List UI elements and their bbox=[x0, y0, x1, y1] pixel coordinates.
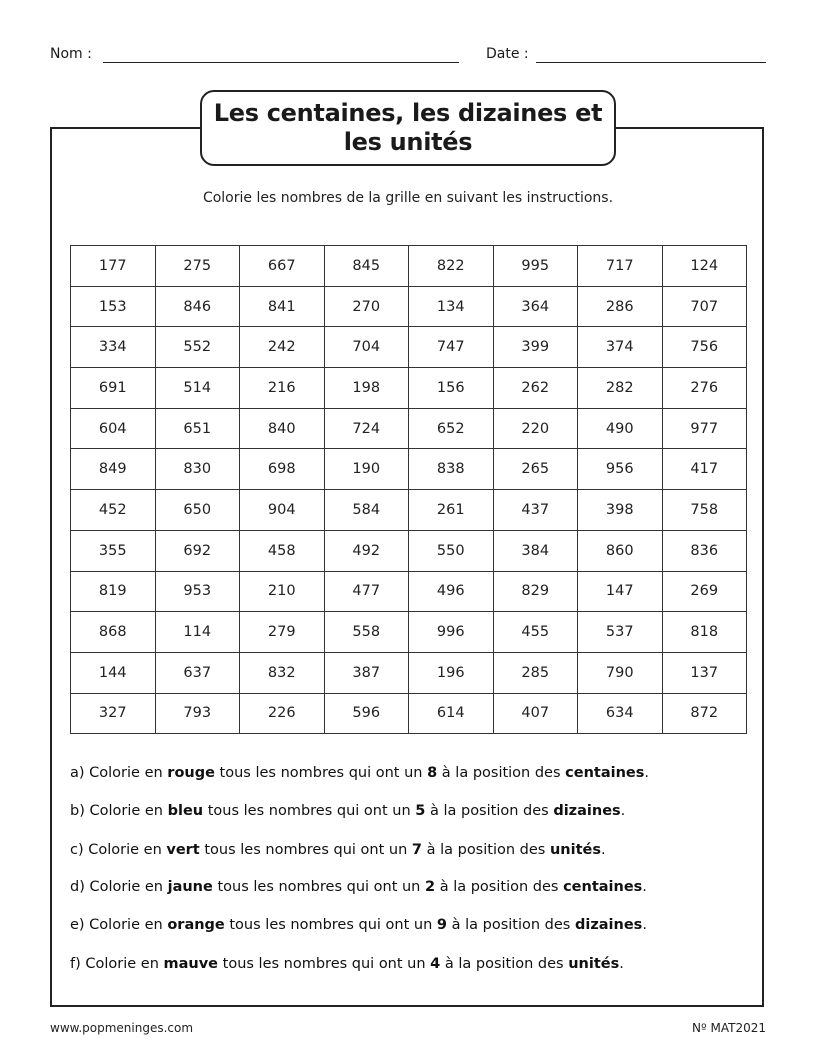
grid-row bbox=[71, 246, 747, 287]
grid-cell[interactable]: 210 bbox=[240, 571, 325, 612]
grid-row bbox=[71, 693, 747, 734]
rule-mid: tous les nombres qui ont un bbox=[218, 956, 431, 972]
title-line-2: les unités bbox=[343, 128, 473, 156]
grid-cell[interactable]: 650 bbox=[155, 490, 240, 531]
rule-digit: 4 bbox=[430, 956, 441, 972]
grid-row bbox=[71, 612, 747, 653]
rule-position: dizaines bbox=[553, 803, 621, 819]
grid-cell[interactable]: 490 bbox=[578, 408, 663, 449]
rule-mid2: à la position des bbox=[447, 917, 575, 933]
rule-color: rouge bbox=[167, 765, 215, 781]
grid-cell[interactable]: 265 bbox=[493, 449, 578, 490]
page-title bbox=[214, 99, 603, 157]
rule-end: . bbox=[642, 879, 647, 895]
grid-cell[interactable]: 596 bbox=[324, 693, 409, 734]
rule-item bbox=[70, 956, 624, 972]
grid-cell[interactable]: 156 bbox=[409, 368, 494, 409]
rule-prefix: e) Colorie en bbox=[70, 917, 168, 933]
rule-mid2: à la position des bbox=[435, 879, 564, 895]
grid-cell[interactable]: 550 bbox=[409, 530, 494, 571]
grid-cell[interactable]: 698 bbox=[240, 449, 325, 490]
grid-cell[interactable]: 584 bbox=[324, 490, 409, 531]
footer-website: www.popmeninges.com bbox=[50, 1021, 194, 1035]
grid-cell[interactable]: 717 bbox=[578, 246, 663, 287]
grid-cell[interactable]: 860 bbox=[578, 530, 663, 571]
grid-cell[interactable]: 793 bbox=[155, 693, 240, 734]
rule-mid: tous les nombres qui ont un bbox=[224, 917, 437, 933]
rule-color: vert bbox=[166, 842, 200, 858]
rule-end: . bbox=[642, 917, 647, 933]
grid-row bbox=[71, 652, 747, 693]
grid-cell[interactable]: 327 bbox=[71, 693, 156, 734]
rule-mid2: à la position des bbox=[425, 803, 554, 819]
grid-cell[interactable]: 652 bbox=[409, 408, 494, 449]
rule-mid2: à la position des bbox=[421, 842, 550, 858]
grid-cell[interactable]: 114 bbox=[155, 612, 240, 653]
grid-cell[interactable]: 134 bbox=[409, 286, 494, 327]
rule-prefix: c) Colorie en bbox=[70, 842, 167, 858]
rule-item bbox=[70, 803, 625, 819]
grid-cell[interactable]: 384 bbox=[493, 530, 578, 571]
rule-color: mauve bbox=[163, 956, 219, 972]
grid-cell[interactable]: 514 bbox=[155, 368, 240, 409]
grid-cell[interactable]: 692 bbox=[155, 530, 240, 571]
rule-mid: tous les nombres qui ont un bbox=[214, 765, 428, 781]
grid-cell[interactable]: 144 bbox=[71, 652, 156, 693]
grid-cell[interactable]: 832 bbox=[240, 652, 325, 693]
grid-cell[interactable]: 841 bbox=[240, 286, 325, 327]
rule-color: bleu bbox=[167, 803, 204, 819]
grid-cell[interactable]: 226 bbox=[240, 693, 325, 734]
grid-row bbox=[71, 530, 747, 571]
grid-cell[interactable]: 261 bbox=[409, 490, 494, 531]
grid-cell[interactable]: 334 bbox=[71, 327, 156, 368]
rule-digit: 9 bbox=[436, 917, 447, 933]
grid-cell[interactable]: 818 bbox=[662, 612, 747, 653]
grid-cell[interactable]: 840 bbox=[240, 408, 325, 449]
name-field-line[interactable] bbox=[103, 62, 459, 63]
grid-cell[interactable]: 904 bbox=[240, 490, 325, 531]
grid-cell[interactable]: 455 bbox=[493, 612, 578, 653]
grid-cell[interactable]: 374 bbox=[578, 327, 663, 368]
rule-digit: 7 bbox=[411, 842, 422, 858]
grid-cell[interactable]: 614 bbox=[409, 693, 494, 734]
grid-cell[interactable]: 872 bbox=[662, 693, 747, 734]
grid-cell[interactable]: 758 bbox=[662, 490, 747, 531]
grid-row bbox=[71, 571, 747, 612]
rule-position: centaines bbox=[563, 879, 643, 895]
rule-position: centaines bbox=[565, 765, 645, 781]
rule-item bbox=[70, 879, 647, 895]
grid-cell[interactable]: 790 bbox=[578, 652, 663, 693]
rule-end: . bbox=[644, 765, 649, 781]
date-label: Date : bbox=[486, 46, 529, 62]
grid-cell[interactable]: 269 bbox=[662, 571, 747, 612]
grid-cell[interactable]: 437 bbox=[493, 490, 578, 531]
grid-cell[interactable]: 667 bbox=[240, 246, 325, 287]
grid-row bbox=[71, 286, 747, 327]
rule-end: . bbox=[620, 803, 626, 819]
grid-cell[interactable]: 242 bbox=[240, 327, 325, 368]
grid-cell[interactable]: 956 bbox=[578, 449, 663, 490]
grid-row bbox=[71, 490, 747, 531]
grid-cell[interactable]: 452 bbox=[71, 490, 156, 531]
rule-prefix: a) Colorie en bbox=[70, 765, 168, 781]
grid-cell[interactable]: 747 bbox=[409, 327, 494, 368]
grid-cell[interactable]: 996 bbox=[409, 612, 494, 653]
grid-cell[interactable]: 537 bbox=[578, 612, 663, 653]
grid-cell[interactable]: 355 bbox=[71, 530, 156, 571]
rule-digit: 2 bbox=[425, 879, 436, 895]
grid-cell[interactable]: 275 bbox=[155, 246, 240, 287]
grid-cell[interactable]: 724 bbox=[324, 408, 409, 449]
grid-cell[interactable]: 196 bbox=[409, 652, 494, 693]
grid-cell[interactable]: 838 bbox=[409, 449, 494, 490]
grid-cell[interactable]: 995 bbox=[493, 246, 578, 287]
rule-mid: tous les nombres qui ont un bbox=[203, 803, 416, 819]
rule-prefix: d) Colorie en bbox=[70, 879, 168, 895]
grid-cell[interactable]: 552 bbox=[155, 327, 240, 368]
grid-cell[interactable]: 177 bbox=[71, 246, 156, 287]
grid-cell[interactable]: 830 bbox=[155, 449, 240, 490]
rule-mid: tous les nombres qui ont un bbox=[212, 879, 425, 895]
grid-cell[interactable]: 704 bbox=[324, 327, 409, 368]
grid-cell[interactable]: 458 bbox=[240, 530, 325, 571]
rule-position: dizaines bbox=[574, 917, 643, 933]
grid-cell[interactable]: 477 bbox=[324, 571, 409, 612]
grid-cell[interactable]: 496 bbox=[409, 571, 494, 612]
rule-item bbox=[70, 765, 649, 781]
grid-cell[interactable]: 279 bbox=[240, 612, 325, 653]
grid-row bbox=[71, 408, 747, 449]
grid-cell[interactable]: 829 bbox=[493, 571, 578, 612]
rule-color: jaune bbox=[167, 879, 213, 895]
grid-cell[interactable]: 953 bbox=[155, 571, 240, 612]
grid-cell[interactable]: 836 bbox=[662, 530, 747, 571]
grid-cell[interactable]: 124 bbox=[662, 246, 747, 287]
grid-cell[interactable]: 819 bbox=[71, 571, 156, 612]
grid-cell[interactable]: 398 bbox=[578, 490, 663, 531]
rule-end: . bbox=[600, 842, 606, 858]
grid-row bbox=[71, 449, 747, 490]
grid-cell[interactable]: 417 bbox=[662, 449, 747, 490]
grid-row bbox=[71, 327, 747, 368]
grid-cell[interactable]: 822 bbox=[409, 246, 494, 287]
rule-position: unités bbox=[549, 842, 601, 858]
grid-cell[interactable]: 849 bbox=[71, 449, 156, 490]
instruction-text: Colorie les nombres de la grille en suivant les instructions. bbox=[202, 190, 614, 206]
grid-cell[interactable]: 147 bbox=[578, 571, 663, 612]
number-grid bbox=[70, 245, 747, 734]
rule-item bbox=[70, 842, 606, 858]
grid-cell[interactable]: 604 bbox=[71, 408, 156, 449]
grid-cell[interactable]: 285 bbox=[493, 652, 578, 693]
rule-mid2: à la position des bbox=[440, 956, 569, 972]
grid-cell[interactable]: 276 bbox=[662, 368, 747, 409]
rule-color: orange bbox=[167, 917, 225, 933]
rule-prefix: b) Colorie en bbox=[70, 803, 168, 819]
grid-cell[interactable]: 977 bbox=[662, 408, 747, 449]
grid-cell[interactable]: 399 bbox=[493, 327, 578, 368]
grid-cell[interactable]: 220 bbox=[493, 408, 578, 449]
rule-prefix: f) Colorie en bbox=[70, 956, 164, 972]
grid-cell[interactable]: 691 bbox=[71, 368, 156, 409]
date-field-line[interactable] bbox=[536, 62, 766, 63]
grid-cell[interactable]: 846 bbox=[155, 286, 240, 327]
grid-cell[interactable]: 558 bbox=[324, 612, 409, 653]
name-label: Nom : bbox=[50, 46, 92, 62]
grid-cell[interactable]: 387 bbox=[324, 652, 409, 693]
grid-cell[interactable]: 190 bbox=[324, 449, 409, 490]
grid-cell[interactable]: 707 bbox=[662, 286, 747, 327]
title-box bbox=[200, 90, 616, 166]
grid-cell[interactable]: 286 bbox=[578, 286, 663, 327]
grid-cell[interactable]: 137 bbox=[662, 652, 747, 693]
rule-digit: 5 bbox=[415, 803, 426, 819]
grid-row bbox=[71, 368, 747, 409]
footer-code: Nº MAT2021 bbox=[692, 1021, 766, 1035]
grid-cell[interactable]: 756 bbox=[662, 327, 747, 368]
grid-cell[interactable]: 153 bbox=[71, 286, 156, 327]
grid-cell[interactable]: 216 bbox=[240, 368, 325, 409]
grid-cell[interactable]: 262 bbox=[493, 368, 578, 409]
grid-cell[interactable]: 282 bbox=[578, 368, 663, 409]
grid-cell[interactable]: 637 bbox=[155, 652, 240, 693]
grid-cell[interactable]: 868 bbox=[71, 612, 156, 653]
grid-cell[interactable]: 364 bbox=[493, 286, 578, 327]
rule-mid: tous les nombres qui ont un bbox=[199, 842, 412, 858]
grid-cell[interactable]: 198 bbox=[324, 368, 409, 409]
rule-digit: 8 bbox=[427, 765, 438, 781]
grid-cell[interactable]: 845 bbox=[324, 246, 409, 287]
title-line-1: Les centaines, les dizaines et bbox=[213, 99, 603, 127]
rule-end: . bbox=[619, 956, 624, 972]
rule-mid2: à la position des bbox=[437, 765, 566, 781]
grid-cell[interactable]: 634 bbox=[578, 693, 663, 734]
grid-cell[interactable]: 651 bbox=[155, 408, 240, 449]
grid-cell[interactable]: 270 bbox=[324, 286, 409, 327]
grid-cell[interactable]: 492 bbox=[324, 530, 409, 571]
rule-position: unités bbox=[568, 956, 620, 972]
grid-cell[interactable]: 407 bbox=[493, 693, 578, 734]
rule-item bbox=[70, 917, 647, 933]
